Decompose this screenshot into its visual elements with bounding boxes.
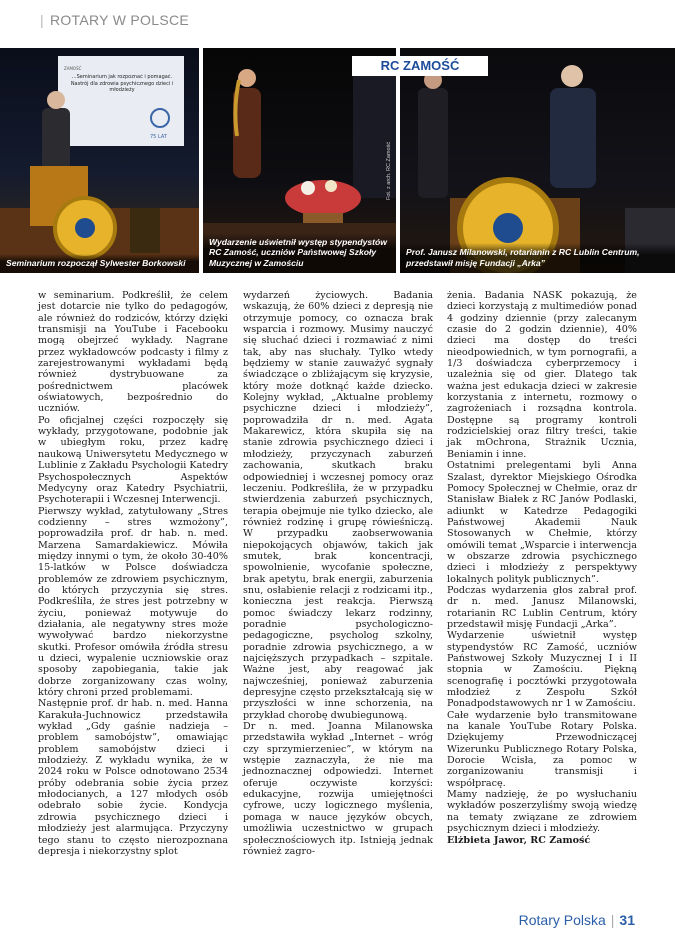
page-number: 31 [619, 912, 635, 928]
paragraph: żenia. Badania NASK pokazują, że dzieci korzystają z multimediów ponad 4 godziny dziennie (przy zalecanym czasie do 2 godzin dziennie), 40% dzieci ma dostęp do treści nieodpowiednich, w tym pornografii, a 1/3 doświadcza cyberprzemocy i uzależnia się od gier. Dlatego tak ważna jest edukacja dzieci w zakresie korzystania z internetu, rozmowy o zagrożeniach i rozsądna kontrola. Dostępne są programy kontroli rodzicielskiej oraz filtry treści, takie jak mOchrona, Strażnik Ucznia, Beniamin i inne. [447, 290, 637, 460]
photo-caption: Prof. Janusz Milanowski, rotarianin z RC Lublin Centrum, przedstawił misję Fundacji „Arka” [400, 243, 675, 273]
flower-white [301, 181, 315, 195]
page-footer [519, 912, 635, 928]
paragraph: Dr n. med. Joanna Milanowska przedstawiła wykład „Internet – wróg czy sprzymierzeniec”, w którym na wstępie zaznaczyła, że nie ma jednoznacznej odpowiedzi. Internet oferuje oczywiste korzyści: edukacyjne, rozwija umiejętności cyfrowe, uczy logicznego myślenia, pomaga w nauce języków obcych, umożliwia uczestnictwo w grupach społecznościowych itp. Istnieją jednak również zagro- [243, 721, 433, 857]
photo-scene-1 [0, 48, 199, 273]
screen-title-text: ...Seminarium jak rozpoznać i pomagać. Nastrój dla zdrowia psychicznego dzieci i młodzieży [70, 74, 174, 93]
article-column-1 [38, 290, 228, 857]
magazine-name: Rotary Polska [518, 912, 606, 928]
photo-performance [203, 48, 396, 273]
background-person [418, 88, 448, 198]
paragraph: Całe wydarzenie było transmitowane na kanale YouTube Rotary Polska. Dziękujemy Przewodniczącej Wizerunku Publicznego Rotary Polska, Dorocie Wcisła, za pomoc w zorganizowaniu transmisji i współpracę. [447, 709, 637, 789]
saxophonist-head [238, 69, 256, 87]
photo-caption: Seminarium rozpoczął Sylwester Borkowski [0, 254, 199, 274]
prof-milanowski-head [561, 65, 583, 87]
paragraph: Ostatnimi prelegentami byli Anna Szalast, dyrektor Miejskiego Ośrodka Pomocy Społecznej w Chełmie, oraz dr Stanisław Białek z RC Janów Podlaski, adiunkt w Katedrze Pedagogiki Państwowej Akademii Nauk Stosowanych w Chełmie, którzy omówili temat „Wsparcie i interwencja w obszarze zdrowia psychicznego dzieci i młodzieży z perspektywy lokalnych polityk publicznych”. [447, 460, 637, 585]
prof-milanowski-figure [550, 88, 596, 188]
header-divider: | [40, 12, 44, 28]
screen-anniv-text: 75 LAT [150, 134, 167, 140]
paragraph: wydarzeń życiowych. Badania wskazują, że 60% dzieci z depresją nie otrzymuje pomocy, co oznacza brak wsparcia i rozmowy. Musimy nauczyć się słuchać dzieci i rozmawiać z nimi tak, aby nas słuchały. Tylko wtedy będziemy w stanie zauważyć sygnały świadczące o zbliżającym się kryzysie, który może dotknąć każde dziecko. Kolejny wykład, „Aktualne problemy psychiczne dzieci i młodzieży”, poprowadziła dr n. med. Agata Makarewicz, która skupiła się na stanie zdrowia psychicznego dzieci i młodzieży, przyczynach zaburzeń zachowania, skutkach braku odpowiedniej i wczesnej pomocy oraz leczeniu. Podkreśliła, że w przypadku stwierdzenia zaburzeń psychicznych, terapia obejmuje nie tylko dziecko, ale również rodzinę i grupę rówieśniczą. W przypadku zaobserwowania niepokojących objawów, takich jak smutek, brak koncentracji, spowolnienie, wycofanie społeczne, brak apetytu, brak energii, zaburzenia snu, osłabienie relacji z rodzicami itp., konieczna jest reakcja. Pierwszą pomoc świadczy lekarz rodzinny, poradnie psychologiczno-pedagogiczne, psycholog szkolny, poradnie zdrowia psychicznego, a w najcięższych przypadkach – szpitale. Ważne jest, aby reagować jak najwcześniej, ponieważ zaburzenia depresyjne często przekształcają się w przyszłości w inne schorzenia, na przykład chorobę dwubiegunową. [243, 290, 433, 721]
flower-cream [325, 180, 337, 192]
section-label: ROTARY W POLSCE [49, 12, 190, 28]
section-header [40, 12, 189, 28]
display-board [130, 208, 160, 253]
photo-speaker-borkowski [0, 48, 199, 273]
footer-divider: | [610, 912, 615, 928]
screen-brand-text: ZAMOŚĆ [64, 66, 82, 71]
paragraph: Po oficjalnej części rozpoczęły się wykłady, przygotowane, podobnie jak w ubiegłym roku, przez kadrę naukową Uniwersytetu Medycznego w Lublinie z Zakładu Psychologii Katedry Psychospołecznych Aspektów Medycyny oraz Katedry Psychiatrii, Psychoterapii i Wczesnej Interwencji. [38, 414, 228, 506]
photo-credit: Fot. z arch. RC Zamość [386, 141, 392, 200]
photo-caption: Wydarzenie uświetnił występ stypendystów RC Zamość, uczniów Państwowej Szkoły Muzycznej w Zamościu [203, 233, 396, 274]
speaker-head [47, 91, 65, 109]
author-signature: Elżbieta Jawor, RC Zamość [447, 834, 591, 846]
photo-scene-3 [400, 48, 675, 273]
paragraph: Mamy nadzieję, że po wysłuchaniu wykładów poszerzyliśmy swoją wiedzę na tematy związane ze zdrowiem psychicznym dzieci i młodzieży. [447, 789, 637, 835]
paragraph: w seminarium. Podkreślił, że celem jest dotarcie nie tylko do pedagogów, ale również do rodziców, którzy dzięki transmisji na YouTube i Facebooku mogą obejrzeć wykłady. Nagrane przez wykładowców podcasty i filmy z zarejestrowanymi wykładami będą również dystrybuowane za pośrednictwem placówek oświatowych, bezpośrednio do uczniów. [38, 290, 228, 415]
article-column-3 [447, 290, 637, 846]
rotary-wheel-hub [493, 213, 523, 243]
paragraph: Pierwszy wykład, zatytułowany „Stres codzienny – stres wzmożony”, poprowadziła prof. dr hab. n. med. Marzena Samardakiewicz. Mówiła między innymi o tym, że około 30-40% 15-latków w Polsce doświadcza problemów ze zdrowiem psychicznym, do których przyczynia się stres. Podkreśliła, że stres jest potrzebny w życiu, ponieważ motywuje do działania, ale negatywny stres może wywoływać bardzo niekorzystne skutki. Profesor omówiła źródła stresu u dzieci, wypalenie uczniowskie oraz sposoby zapobiegania, takie jak dobrze zorganizowany czas wolny, który chroni przed problemami. [38, 505, 228, 699]
flower-arrangement [285, 180, 361, 216]
article-column-2 [243, 290, 433, 857]
paragraph: Następnie prof. dr hab. n. med. Hanna Karakuła-Juchnowicz przedstawiła wykład „Gdy gaśnie nadzieja – problem samobójstw”, omawiając problem samobójstw dzieci i młodzieży. Z wykładu wynika, że w 2024 roku w Polsce odnotowano 2534 próby odebrania sobie życia przez młodocianych, a 127 młodych osób odebrało sobie życie. Kondycja zdrowia psychicznego dzieci i młodzieży jest alarmująca. Przyczyny tego stanu to często nierozpoznana depresja i niekorzystny splot [38, 698, 228, 857]
rotary-wheel-hub [75, 218, 95, 238]
screen-title-box [66, 74, 178, 104]
paragraph: Podczas wydarzenia głos zabrał prof. dr n. med. Janusz Milanowski, rotarianin RC Lublin Centrum, który przedstawił misję Fundacji „Arka”. [447, 584, 637, 630]
paragraph: Wydarzenie uświetnił występ stypendystów RC Zamość, uczniów Państwowej Szkoły Muzycznej I i II stopnia w Zamościu. Piękną scenografię i pocztówki przygotowała młodzież z Zespołu Szkół Ponadpodstawowych nr 1 w Zamościu. [447, 630, 637, 710]
photo-milanowski [400, 48, 675, 273]
photo-strip [0, 48, 675, 273]
club-badge: RC ZAMOŚĆ [352, 56, 488, 76]
